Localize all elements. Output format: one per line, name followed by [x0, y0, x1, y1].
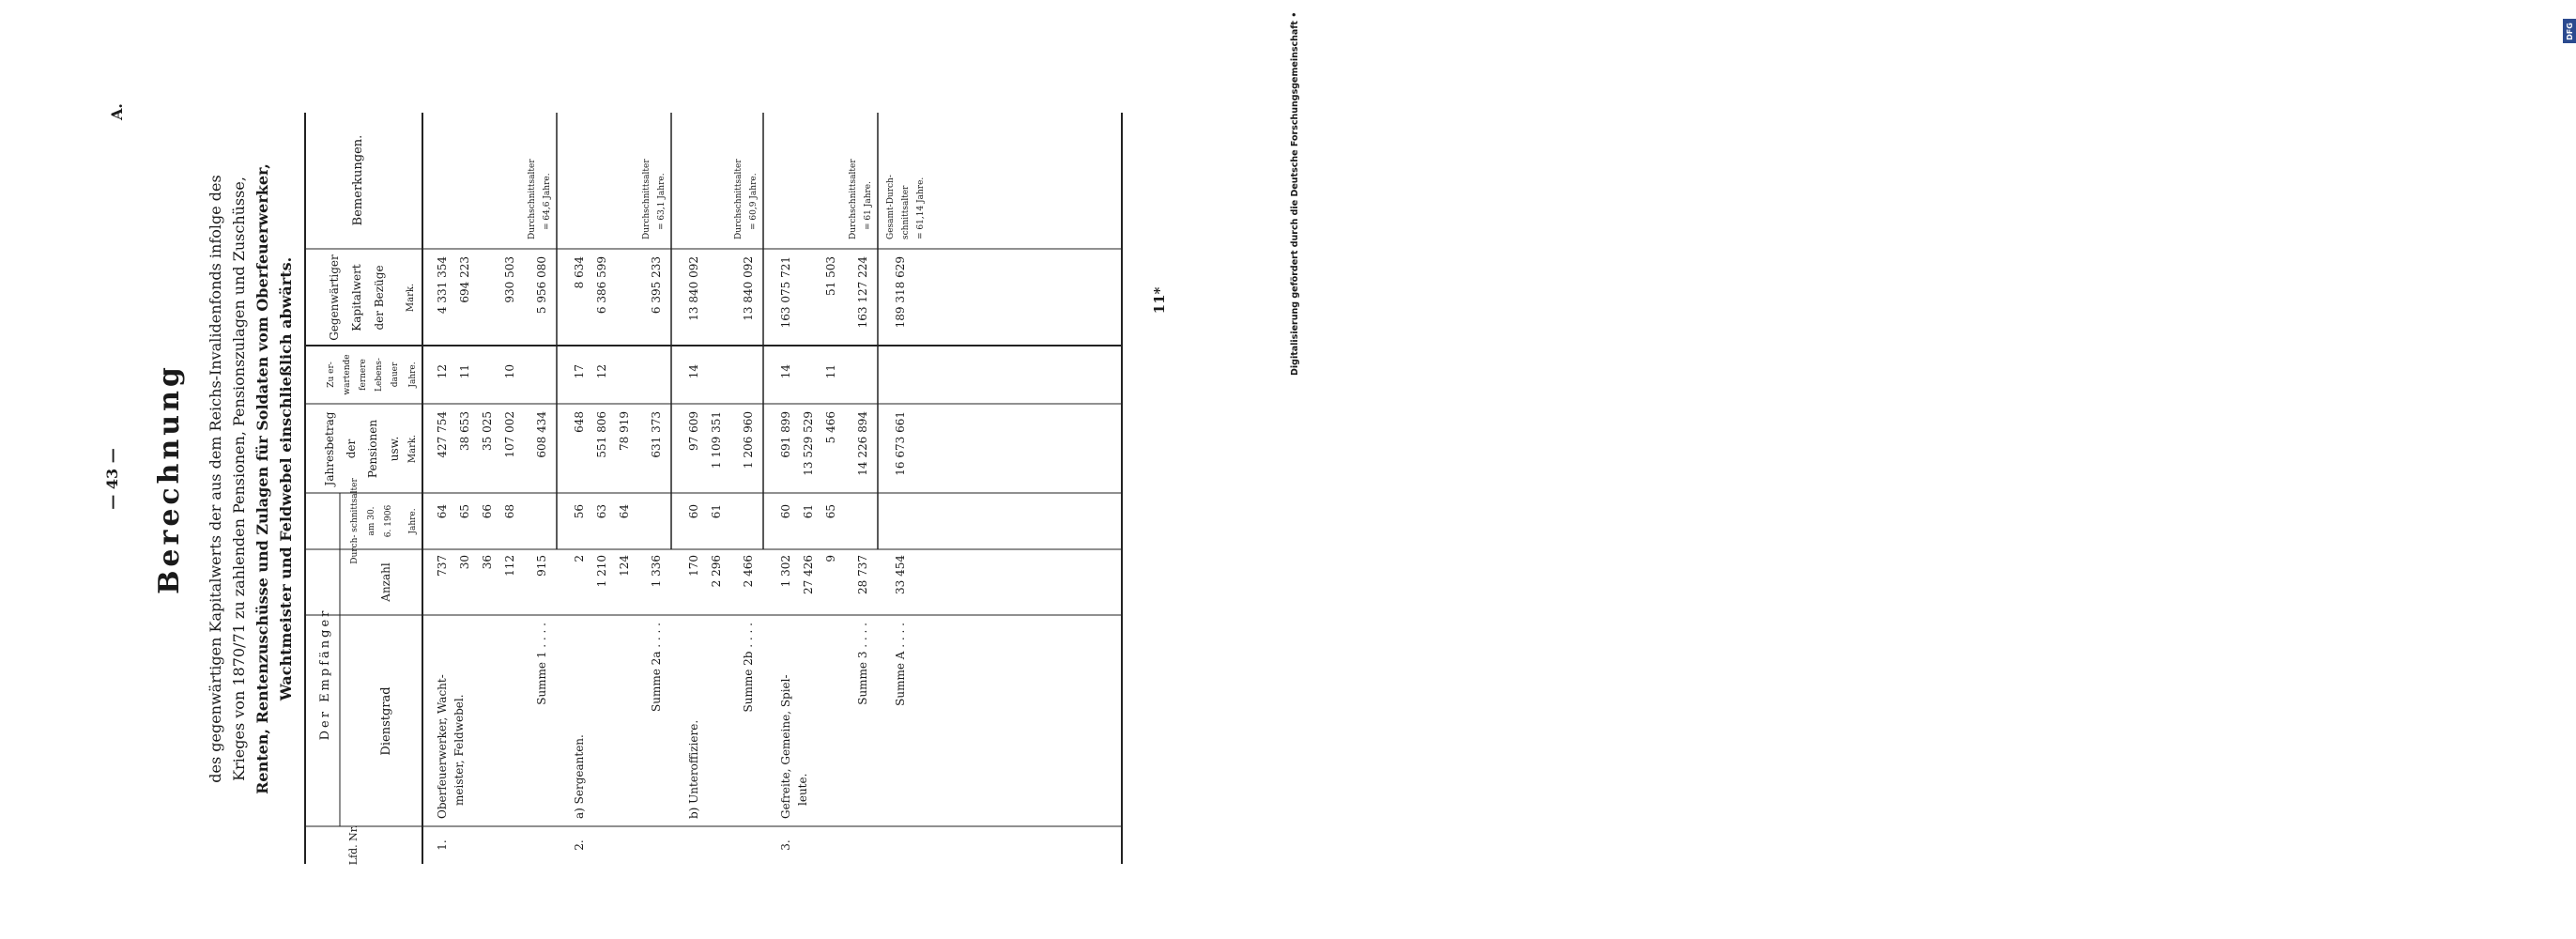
cell-kapitalwert: 13 840 092: [687, 256, 700, 321]
total-anzahl: 33 454: [894, 555, 907, 594]
cell-anzahl: 2 296: [710, 555, 723, 588]
cell-jahresbetrag: 38 653: [458, 411, 471, 451]
cell-alter: 60: [687, 504, 700, 519]
summe-anzahl: 2 466: [742, 555, 755, 588]
summe-anzahl: 28 737: [856, 555, 869, 594]
cell-anzahl: 1 210: [595, 555, 608, 588]
row-dienstgrad: meister, Feldwebel.: [452, 694, 466, 806]
cell-anzahl: 1 302: [779, 555, 792, 588]
cell-lebensdauer: 17: [573, 364, 586, 379]
cell-jahresbetrag: 1 109 351: [710, 411, 723, 470]
cell-kapitalwert: 4 331 354: [436, 256, 449, 315]
total-kapitalwert: 189 318 629: [894, 256, 907, 329]
cell-lebensdauer: 10: [503, 364, 516, 379]
cell-kapitalwert: 6 386 599: [595, 256, 608, 315]
summe-jahresbetrag: 631 373: [650, 411, 663, 458]
summe-jahresbetrag: 1 206 960: [742, 411, 755, 470]
row-nr: 3.: [779, 839, 792, 851]
cell-alter: 66: [481, 504, 494, 519]
cell-kapitalwert: 163 075 721: [779, 256, 792, 329]
total-label: Summe A . . . .: [894, 623, 907, 706]
rotated-page: [75, 75, 1202, 883]
header-empfaenger: Der Empfänger: [318, 608, 332, 741]
cell-jahresbetrag: 551 806: [595, 411, 608, 458]
cell-anzahl: 112: [503, 555, 516, 577]
header-jahresbetrag-3: Pensionen: [366, 419, 379, 479]
header-kapitalwert-2: Kapitalwert: [350, 264, 363, 331]
header-lebensdauer-4: Lebens-: [375, 358, 384, 392]
cell-lebensdauer: 14: [687, 364, 700, 379]
header-alter-1: Durch- schnittsalter: [350, 478, 360, 564]
digitization-credit: Digitalisierung gefördert durch die Deutsche Forschungsgemeinschaft •: [1290, 11, 1300, 376]
row-dienstgrad: a) Sergeanten.: [573, 734, 586, 819]
cell-jahresbetrag: 427 754: [436, 411, 449, 458]
header-alter-3: 6. 1906: [384, 504, 393, 538]
cell-anzahl: 27 426: [802, 555, 815, 594]
summe-jahresbetrag: 608 434: [535, 411, 548, 458]
cell-jahresbetrag: 78 919: [618, 411, 631, 451]
cell-alter: 61: [710, 504, 723, 519]
cell-lebensdauer: 12: [436, 364, 449, 379]
summe-label: Summe 2b . . . .: [742, 623, 755, 713]
summe-kapitalwert: 163 127 224: [856, 256, 869, 329]
header-jahresbetrag-4: usw.: [388, 436, 401, 462]
header-jahresbetrag-1: Jahresbetrag: [323, 411, 336, 486]
cell-anzahl: 170: [687, 555, 700, 577]
footer-mark: 11*: [1151, 286, 1168, 315]
title-line-1: des gegenwärtigen Kapitalwerts der aus dem Reichs-Invalidenfonds infolge des: [207, 175, 224, 783]
summe-kapitalwert: 6 395 233: [650, 256, 663, 315]
page-content: [75, 75, 1202, 883]
cell-anzahl: 36: [481, 555, 494, 570]
cell-jahresbetrag: 97 609: [687, 411, 700, 451]
header-lebensdauer-5: dauer: [391, 362, 400, 388]
cell-alter: 65: [824, 504, 837, 519]
cell-alter: 68: [503, 504, 516, 519]
header-alter-unit: Jahre.: [408, 508, 418, 534]
cell-jahresbetrag: 35 025: [481, 411, 494, 451]
header-lebensdauer-1: Zu er-: [327, 362, 336, 388]
row-nr: 1.: [436, 839, 449, 851]
cell-anzahl: 9: [824, 555, 837, 562]
total-jahresbetrag: 16 673 661: [894, 411, 907, 476]
header-dienstgrad: Dienstgrad: [379, 686, 393, 756]
header-nr: Lfd. Nr.: [347, 824, 360, 866]
header-lebensdauer-unit: Jahre.: [408, 362, 418, 388]
dfg-logo: DFG: [2563, 19, 2576, 43]
cell-alter: 63: [595, 504, 608, 519]
header-jahresbetrag-unit: Mark.: [407, 434, 418, 464]
summe-anzahl: 915: [535, 555, 548, 577]
cell-alter: 64: [618, 504, 631, 519]
summe-bemerkung: Durchschnittsalter: [849, 159, 858, 239]
title-line-4: Wachtmeister und Feldwebel einschließlich abwärts.: [277, 256, 295, 701]
cell-lebensdauer: 11: [824, 364, 837, 379]
page-number: — 43 —: [103, 448, 121, 510]
cell-alter: 64: [436, 504, 449, 519]
summe-label: Summe 2a . . . .: [650, 623, 663, 712]
row-nr: 2.: [573, 839, 586, 851]
header-jahresbetrag-2: der: [345, 439, 358, 459]
header-lebensdauer-2: wartende: [343, 354, 352, 395]
summe-bemerkung: = 63,1 Jahre.: [657, 173, 667, 230]
summe-label: Summe 1 . . . .: [535, 623, 548, 705]
cell-lebensdauer: 12: [595, 364, 608, 379]
row-dienstgrad: leute.: [796, 773, 809, 806]
row-dienstgrad: Gefreite, Gemeine, Spiel-: [779, 674, 792, 819]
cell-anzahl: 2: [573, 555, 586, 562]
summe-kapitalwert: 13 840 092: [742, 256, 755, 321]
header-lebensdauer-3: fernere: [359, 359, 368, 391]
header-kapitalwert-unit: Mark.: [406, 283, 416, 313]
title-heading: Berechnung: [153, 363, 186, 594]
cell-anzahl: 124: [618, 555, 631, 577]
total-bemerkung: Gesamt-Durch-: [886, 175, 896, 239]
header-kapitalwert-3: der Bezüge: [373, 265, 386, 331]
cell-kapitalwert: 930 503: [503, 256, 516, 303]
header-kapitalwert-1: Gegenwärtiger: [328, 254, 341, 341]
cell-kapitalwert: 8 634: [573, 256, 586, 289]
cell-lebensdauer: 14: [779, 364, 792, 379]
summe-label: Summe 3 . . . .: [856, 623, 869, 705]
header-anzahl: Anzahl: [379, 562, 392, 602]
document-svg: [75, 75, 1202, 883]
cell-jahresbetrag: 13 529 529: [802, 411, 815, 476]
title-line-3: Renten, Rentenzuschüsse und Zulagen für Soldaten vom Oberfeuerwerker,: [253, 163, 271, 794]
cell-alter: 65: [458, 504, 471, 519]
cell-jahresbetrag: 648: [573, 411, 586, 433]
row-dienstgrad: b) Unteroffiziere.: [687, 719, 700, 819]
cell-kapitalwert: 51 503: [824, 256, 837, 296]
cell-jahresbetrag: 5 466: [824, 411, 837, 444]
row-dienstgrad: Oberfeuerwerker, Wacht-: [436, 674, 449, 819]
summe-bemerkung: = 60,9 Jahre.: [749, 173, 759, 230]
total-bemerkung: = 61,14 Jahre.: [916, 177, 926, 239]
cell-anzahl: 737: [436, 555, 449, 577]
header-alter-2: am 30.: [367, 506, 376, 536]
cell-jahresbetrag: 107 002: [503, 411, 516, 458]
summe-kapitalwert: 5 956 080: [535, 256, 548, 315]
title-line-2: Krieges von 1870/71 zu zahlenden Pensionen, Pensionszulagen und Zuschüsse,: [230, 177, 248, 781]
cell-alter: 61: [802, 504, 815, 519]
cell-jahresbetrag: 691 899: [779, 411, 792, 458]
header-bemerkungen: Bemerkungen.: [351, 134, 365, 226]
cell-alter: 56: [573, 504, 586, 519]
summe-bemerkung: Durchschnittsalter: [642, 159, 652, 239]
summe-bemerkung: Durchschnittsalter: [528, 159, 537, 239]
summe-bemerkung: = 61 Jahre.: [864, 181, 873, 230]
summe-bemerkung: Durchschnittsalter: [734, 159, 744, 239]
section-marker: A.: [108, 103, 126, 120]
cell-lebensdauer: 11: [458, 364, 471, 379]
cell-alter: 60: [779, 504, 792, 519]
total-bemerkung: schnittsalter: [901, 185, 911, 239]
summe-jahresbetrag: 14 226 894: [856, 411, 869, 476]
summe-bemerkung: = 64,6 Jahre.: [543, 173, 552, 230]
summe-anzahl: 1 336: [650, 555, 663, 588]
cell-kapitalwert: 694 223: [458, 256, 471, 303]
cell-anzahl: 30: [458, 555, 471, 570]
